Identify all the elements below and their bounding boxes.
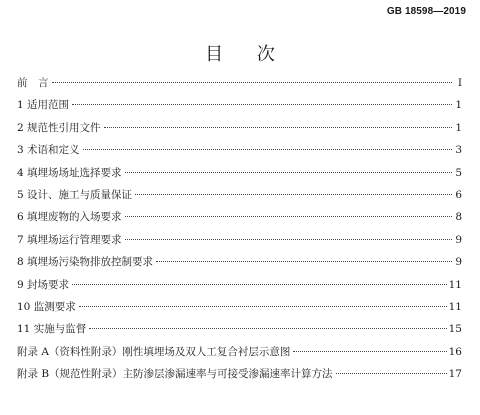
toc-entry[interactable]: [17, 120, 462, 142]
toc-entry[interactable]: [17, 254, 462, 276]
toc-entry-page-number: I: [457, 77, 462, 89]
toc-entry-label: 5 设计、施工与质量保证: [17, 188, 133, 201]
toc-list: [17, 75, 462, 388]
toc-entry-label: 7 填埋场运行管理要求: [17, 233, 122, 246]
toc-entry[interactable]: [17, 187, 462, 209]
toc-entry[interactable]: [17, 299, 462, 321]
toc-entry[interactable]: [17, 97, 462, 119]
toc-dot-leader: [336, 373, 447, 374]
toc-entry[interactable]: [17, 165, 462, 187]
toc-entry-label: 1 适用范围: [17, 99, 70, 112]
toc-dot-leader: [79, 306, 447, 307]
toc-entry[interactable]: [17, 142, 462, 164]
toc-entry-label: 4 填埋场场址选择要求: [17, 166, 122, 179]
page-title: 目 次: [205, 44, 289, 65]
toc-entry-page-number: 1: [455, 121, 462, 134]
toc-dot-leader: [72, 284, 447, 285]
toc-entry[interactable]: [17, 344, 462, 366]
toc-entry-page-number: 8: [455, 211, 462, 224]
toc-entry-label: 6 填埋废物的入场要求: [17, 211, 122, 224]
toc-dot-leader: [125, 239, 452, 240]
toc-dot-leader: [52, 82, 453, 83]
toc-entry-label: 附录 A（资料性附录）刚性填埋场及双人工复合衬层示意图: [17, 345, 291, 358]
toc-entry[interactable]: [17, 321, 462, 343]
toc-dot-leader: [89, 328, 446, 329]
toc-entry-label: 10 监测要求: [17, 300, 76, 313]
toc-entry-page-number: 15: [448, 323, 462, 336]
toc-dot-leader: [83, 149, 452, 150]
toc-entry-label: 2 规范性引用文件: [17, 121, 101, 134]
toc-dot-leader: [135, 194, 452, 195]
toc-dot-leader: [104, 127, 452, 128]
toc-entry[interactable]: [17, 209, 462, 231]
toc-entry-page-number: 16: [448, 345, 462, 358]
toc-entry-page-number: 17: [448, 368, 462, 381]
toc-dot-leader: [156, 261, 452, 262]
toc-entry-page-number: 1: [455, 99, 462, 112]
toc-dot-leader: [125, 216, 452, 217]
toc-entry[interactable]: [17, 277, 462, 299]
toc-entry[interactable]: [17, 232, 462, 254]
toc-dot-leader: [125, 172, 452, 173]
toc-entry-page-number: 3: [455, 144, 462, 157]
toc-entry-label: 3 术语和定义: [17, 144, 80, 157]
toc-entry-page-number: 5: [455, 166, 462, 179]
standard-code: GB 18598—2019: [386, 6, 466, 17]
toc-entry-page-number: 6: [455, 188, 462, 201]
toc-entry-page-number: 9: [455, 233, 462, 246]
toc-entry-label: 前 言: [17, 77, 49, 89]
toc-entry-label: 9 封场要求: [17, 278, 70, 291]
toc-entry-page-number: 11: [448, 300, 462, 313]
toc-dot-leader: [72, 104, 452, 105]
toc-entry[interactable]: [17, 75, 462, 97]
toc-dot-leader: [293, 351, 446, 352]
toc-entry-label: 8 填埋场污染物排放控制要求: [17, 256, 154, 269]
toc-entry-label: 11 实施与监督: [17, 323, 87, 336]
toc-entry-page-number: 11: [448, 278, 462, 291]
toc-entry-label: 附录 B（规范性附录）主防渗层渗漏速率与可接受渗漏速率计算方法: [17, 368, 333, 381]
toc-entry-page-number: 9: [455, 256, 462, 269]
toc-entry[interactable]: [17, 366, 462, 388]
